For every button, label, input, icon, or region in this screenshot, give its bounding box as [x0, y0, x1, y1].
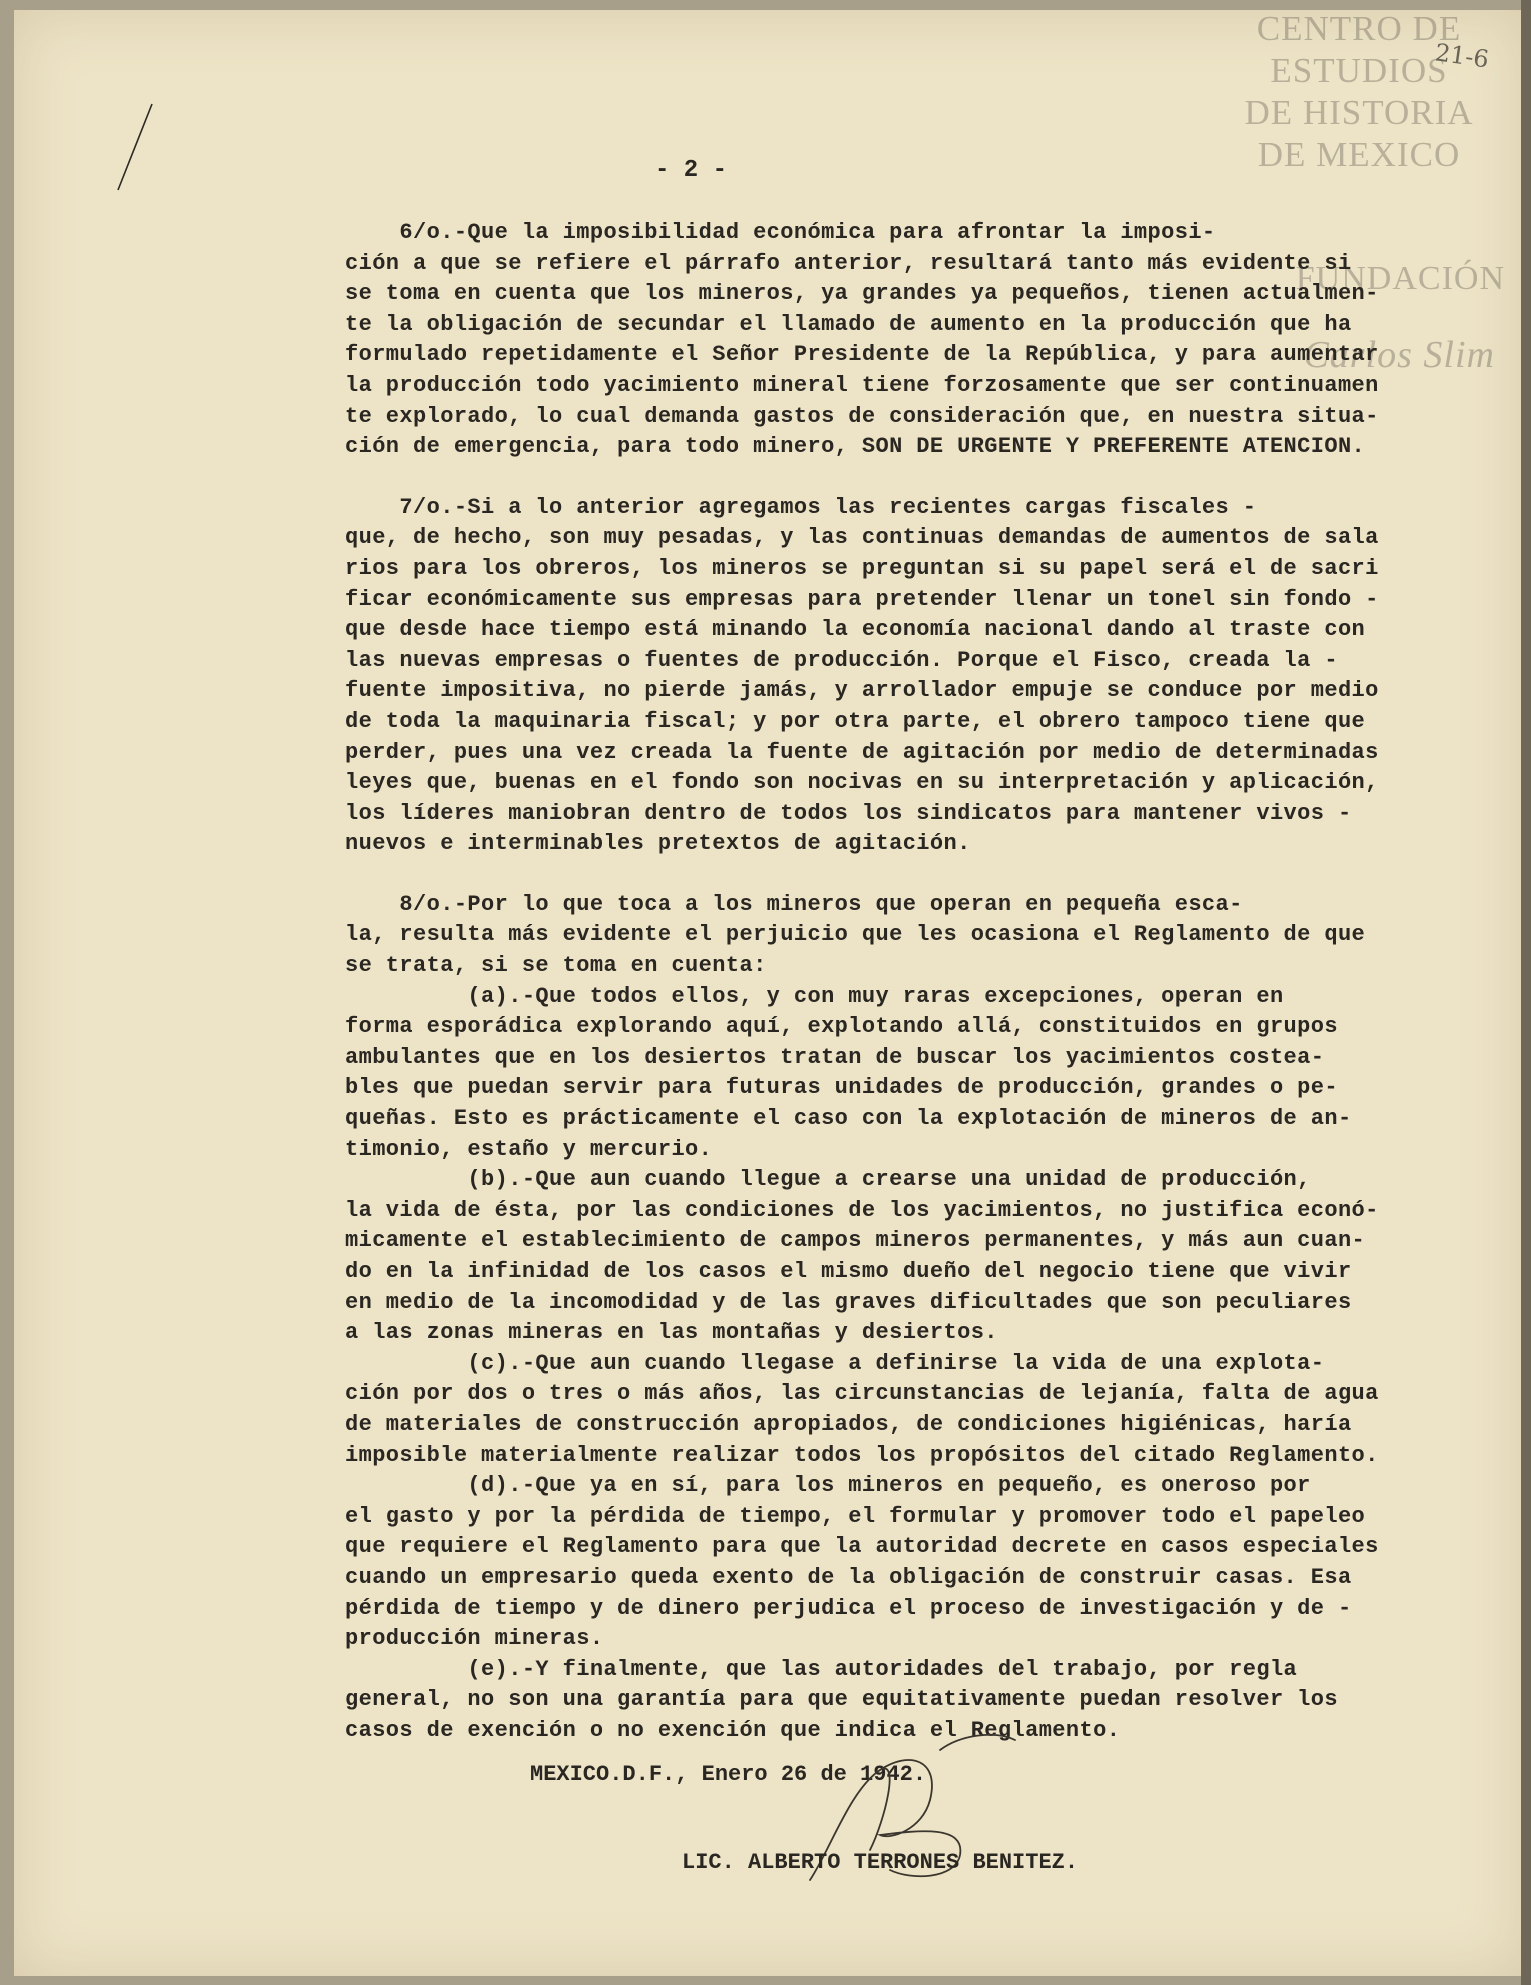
text-line: te la obligación de secundar el llamado de aumento en la producción que ha — [345, 311, 1352, 337]
text-line: ción de emergencia, para todo minero, SON DE URGENTE Y PREFERENTE ATENCION. — [345, 434, 1366, 460]
date-line: MEXICO.D.F., Enero 26 de 1942. — [530, 1762, 927, 1787]
text-line: la producción todo yacimiento mineral tiene forzosamente que ser continuamen — [345, 372, 1379, 398]
text-line: la vida de ésta, por las condiciones de los yacimientos, no justifica econó- — [345, 1197, 1379, 1223]
text-line: (c).-Que aun cuando llegase a definirse la vida de una explota- — [345, 1350, 1325, 1376]
text-line: que, de hecho, son muy pesadas, y las continuas demandas de aumentos de sala — [345, 525, 1379, 551]
text-line: bles que puedan servir para futuras unidades de producción, grandes o pe- — [345, 1075, 1338, 1101]
watermark-line: CENTRO DE — [1256, 9, 1462, 48]
watermark-line: DE HISTORIA — [1244, 93, 1474, 132]
text-line: cuando un empresario queda exento de la obligación de construir casas. Esa — [345, 1564, 1352, 1590]
text-line: ción por dos o tres o más años, las circunstancias de lejanía, falta de agua — [345, 1381, 1379, 1407]
text-line: (e).-Y finalmente, que las autoridades del trabajo, por regla — [345, 1656, 1298, 1682]
text-line: se toma en cuenta que los mineros, ya grandes ya pequeños, tienen actualmen- — [345, 281, 1379, 307]
text-line: ambulantes que en los desiertos tratan de buscar los yacimientos costea- — [345, 1044, 1325, 1070]
text-line: general, no son una garantía para que equitativamente puedan resolver los — [345, 1687, 1338, 1713]
watermark-line: ESTUDIOS — [1270, 51, 1448, 90]
watermark-foundation: FUNDACIÓN — [1295, 260, 1505, 297]
text-line: formulado repetidamente el Señor Presidente de la República, y para aumentar — [345, 342, 1379, 368]
archive-watermark — [1209, 8, 1509, 297]
text-line: producción mineras. — [345, 1626, 604, 1652]
text-line: (b).-Que aun cuando llegue a crearse una unidad de producción, — [345, 1167, 1311, 1193]
text-line: imposible materialmente realizar todos los propósitos del citado Reglamento. — [345, 1442, 1379, 1468]
text-line: ficar económicamente sus empresas para pretender llenar un tonel sin fondo - — [345, 586, 1379, 612]
pen-mark — [108, 100, 168, 200]
text-line: las nuevas empresas o fuentes de producción. Porque el Fisco, creada la - — [345, 647, 1338, 673]
text-line: te explorado, lo cual demanda gastos de consideración que, en nuestra situa- — [345, 403, 1379, 429]
text-line: en medio de la incomodidad y de las graves dificultades que son peculiares — [345, 1289, 1352, 1315]
text-line: timonio, estaño y mercurio. — [345, 1136, 713, 1162]
text-line: forma esporádica explorando aquí, explotando allá, constituidos en grupos — [345, 1014, 1338, 1040]
letter-body — [345, 218, 1445, 1747]
text-line: casos de exención o no exención que indica el Reglamento. — [345, 1717, 1121, 1743]
text-line: leyes que, buenas en el fondo son nocivas en su interpretación y aplicación, — [345, 770, 1379, 796]
text-line: 6/o.-Que la imposibilidad económica para afrontar la imposi- — [345, 220, 1216, 245]
text-line: ción a que se refiere el párrafo anterior, resultará tanto más evidente si — [345, 250, 1352, 276]
text-line: (a).-Que todos ellos, y con muy raras excepciones, operan en — [345, 983, 1284, 1009]
paragraph-6 — [345, 218, 1445, 463]
text-line: fuente impositiva, no pierde jamás, y arrollador empuje se conduce por medio — [345, 678, 1379, 704]
signer-name: LIC. ALBERTO TERRONES BENITEZ. — [682, 1850, 1079, 1875]
text-line: de toda la maquinaria fiscal; y por otra parte, el obrero tampoco tiene que — [345, 708, 1366, 734]
text-line: se trata, si se toma en cuenta: — [345, 953, 767, 979]
text-line: los líderes maniobran dentro de todos los sindicatos para mantener vivos - — [345, 800, 1352, 826]
text-line: perder, pues una vez creada la fuente de agitación por medio de determinadas — [345, 739, 1379, 765]
watermark-line: DE MEXICO — [1257, 135, 1461, 174]
text-line: micamente el establecimiento de campos mineros permanentes, y más aun cuan- — [345, 1228, 1366, 1254]
text-line: pérdida de tiempo y de dinero perjudica el proceso de investigación y de - — [345, 1595, 1352, 1621]
text-line: rios para los obreros, los mineros se preguntan si su papel será el de sacri — [345, 555, 1379, 581]
text-line: la, resulta más evidente el perjuicio que les ocasiona el Reglamento de que — [345, 922, 1366, 948]
file-reference: 21-6 — [1433, 38, 1491, 74]
scan-edge — [1521, 0, 1531, 1985]
watermark-signature: Carlos Slim — [1303, 334, 1495, 376]
text-line: queñas. Esto es prácticamente el caso con la explotación de mineros de an- — [345, 1106, 1352, 1132]
text-line: a las zonas mineras en las montañas y desiertos. — [345, 1320, 998, 1346]
text-line: 8/o.-Por lo que toca a los mineros que operan en pequeña esca- — [345, 891, 1243, 917]
paragraph-7 — [345, 493, 1445, 860]
text-line: de materiales de construcción apropiados, de condiciones higiénicas, haría — [345, 1411, 1352, 1437]
text-line: que requiere el Reglamento para que la autoridad decrete en casos especiales — [345, 1534, 1379, 1560]
page-number: - 2 - — [655, 157, 728, 184]
text-line: nuevos e interminables pretextos de agitación. — [345, 831, 971, 857]
text-line: do en la infinidad de los casos el mismo dueño del negocio tiene que vivir — [345, 1259, 1352, 1284]
text-line: (d).-Que ya en sí, para los mineros en pequeño, es oneroso por — [345, 1473, 1311, 1499]
text-line: que desde hace tiempo está minando la economía nacional dando al traste con — [345, 617, 1366, 643]
paragraph-8 — [345, 890, 1445, 1747]
text-line: el gasto y por la pérdida de tiempo, el formular y promover todo el papeleo — [345, 1503, 1366, 1529]
text-line: 7/o.-Si a lo anterior agregamos las recientes cargas fiscales - — [345, 494, 1257, 520]
